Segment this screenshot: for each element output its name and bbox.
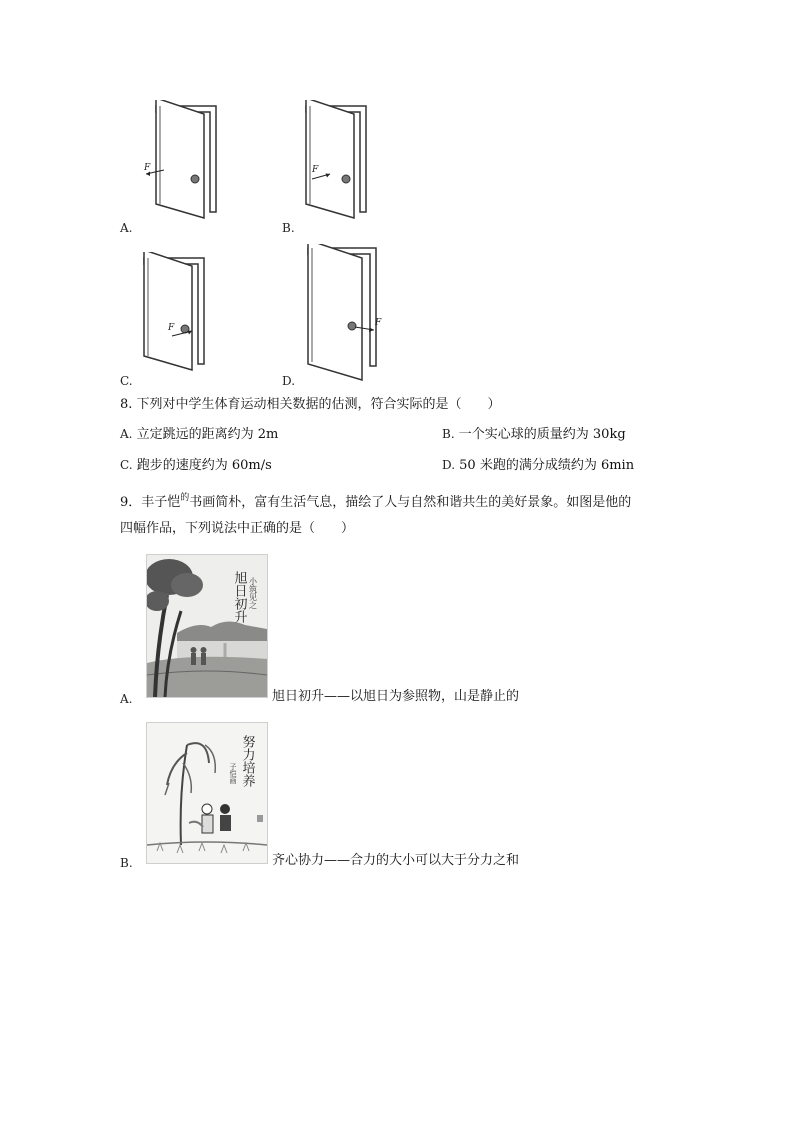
q8-option-c-letter: C. <box>120 458 133 472</box>
q8-option-b[interactable] <box>442 428 626 441</box>
q8-option-a[interactable] <box>120 428 278 441</box>
painting-b-image <box>146 722 268 864</box>
q8-option-b-text: 一个实心球的质量约为 30kg <box>458 427 626 442</box>
painting-a-image <box>146 554 268 698</box>
q8-option-c-text: 跑步的速度约为 60m/s <box>136 458 272 473</box>
q8-option-a-letter: A. <box>120 427 133 441</box>
door-figure-b <box>292 100 382 220</box>
force-label-b: F <box>312 165 319 175</box>
painting-b-inscription-2: 子恺画 <box>229 763 237 784</box>
q9-stem-part2: 书画简朴，富有生活气息，描绘了人与自然和谐共生的美好景象。如图是他的 <box>189 495 632 510</box>
door-option-d-letter[interactable]: D. <box>282 374 296 388</box>
q8-option-a-text: 立定跳远的距离约为 2m <box>136 427 279 442</box>
q8-option-d[interactable] <box>442 459 634 472</box>
q9-option-a-text[interactable]: 旭日初升——以旭日为参照物，山是静止的 <box>272 689 520 704</box>
door-figure-c <box>138 252 228 372</box>
q9-stem-sup: 的 <box>180 493 190 503</box>
painting-a-inscription-2: 小筑见之 <box>248 577 258 609</box>
door-option-b-letter[interactable]: B. <box>282 221 295 235</box>
door-option-c-letter[interactable]: C. <box>120 374 133 388</box>
q9-option-a-letter[interactable]: A. <box>120 692 133 706</box>
q9-option-b-text[interactable]: 齐心协力——合力的大小可以大于分力之和 <box>272 853 520 868</box>
force-label-a: F <box>144 163 151 173</box>
q8-stem: 8. 下列对中学生体育运动相关数据的估测，符合实际的是（ ） <box>120 397 501 412</box>
door-figure-a <box>138 100 228 220</box>
door-figure-d <box>300 244 400 384</box>
painting-a-inscription-1: 旭日初升 <box>231 571 247 623</box>
q9-stem-line1 <box>120 494 631 509</box>
door-option-a-letter[interactable]: A. <box>120 221 133 235</box>
q9-stem-line2: 四幅作品，下列说法中正确的是（ ） <box>120 521 355 536</box>
q8-option-c[interactable] <box>120 459 272 472</box>
q9-stem-part1: 9．丰子恺 <box>120 495 181 510</box>
q8-option-b-letter: B. <box>442 427 455 441</box>
q9-option-b-letter[interactable]: B. <box>120 856 133 870</box>
force-label-c: F <box>168 323 175 333</box>
q8-option-d-letter: D. <box>442 458 456 472</box>
q8-option-d-text: 50 米跑的满分成绩约为 6min <box>459 458 635 473</box>
painting-b-inscription-1: 努力培养 <box>239 735 255 787</box>
force-label-d: F <box>375 318 382 328</box>
